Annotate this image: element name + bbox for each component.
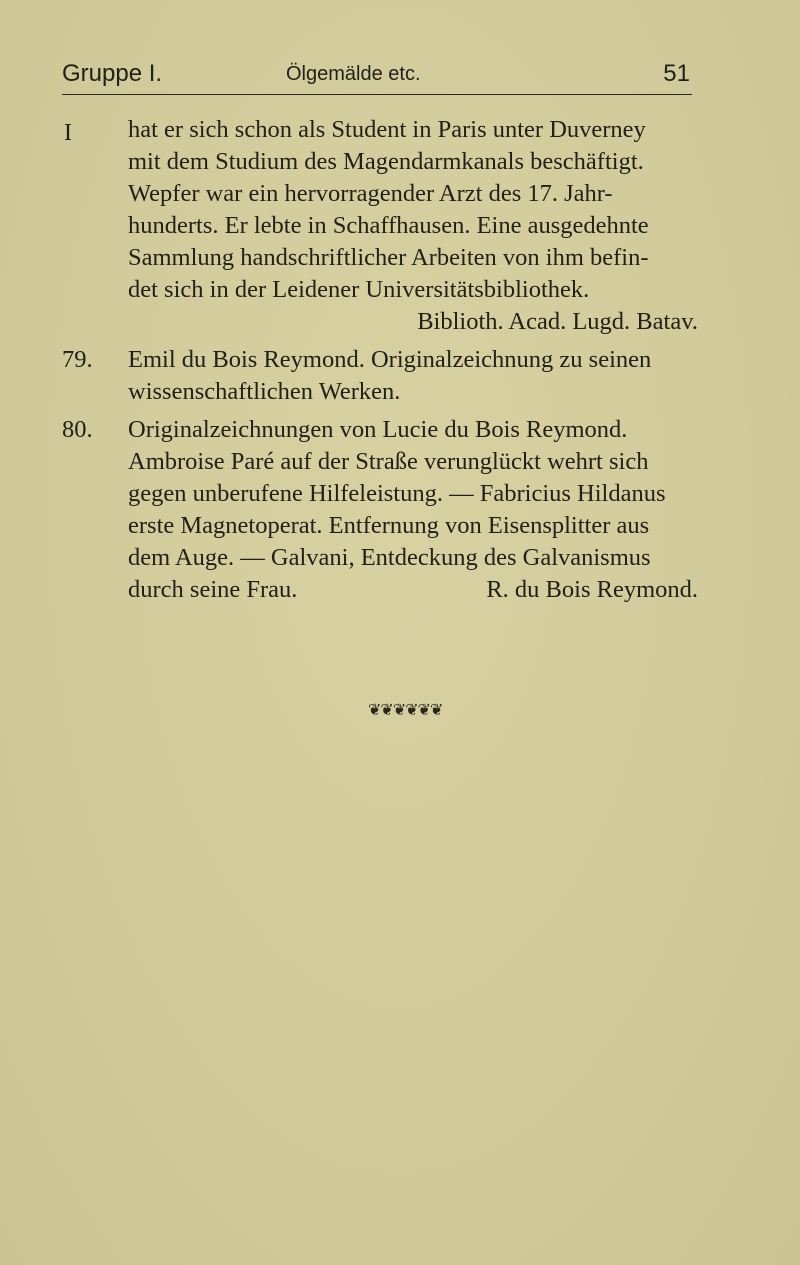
- text-line: hat er sich schon als Student in Paris unter Duverney: [128, 116, 646, 143]
- entry-number: 79.: [62, 346, 93, 373]
- header-title: Ölgemälde etc.: [286, 63, 421, 85]
- continuation-paragraph: [128, 114, 698, 338]
- body-text: [62, 114, 698, 606]
- text-line: erste Magnetoperat. Entfernung von Eisensplitter aus: [128, 512, 650, 539]
- ornament-icon: ❦❦❦❦❦❦: [368, 702, 443, 719]
- source-attribution: R. du Bois Reymond.: [486, 576, 698, 603]
- entry-number: 80.: [62, 416, 93, 443]
- text-line: wissenschaftlichen Werken.: [128, 378, 401, 405]
- text-line: dem Auge. — Galvani, Entdeckung des Galvanismus: [128, 544, 651, 571]
- text-line: Emil du Bois Reymond. Originalzeichnung zu seinen: [128, 346, 652, 373]
- text-line: Sammlung handschriftlicher Arbeiten von ihm befin-: [128, 244, 649, 271]
- text-line: mit dem Studium des Magendarmkanals beschäftigt.: [128, 148, 644, 175]
- text-line: Wepfer war ein hervorragender Arzt des 17. Jahr-: [128, 180, 613, 207]
- text-line: hunderts. Er lebte in Schaffhausen. Eine ausgedehnte: [128, 212, 649, 239]
- page-number: 51: [663, 60, 690, 87]
- entry-last-line: [128, 574, 698, 606]
- header-section: Gruppe I.: [62, 60, 163, 87]
- text-line: durch seine Frau.: [128, 576, 298, 603]
- catalog-entry-80: [62, 414, 698, 606]
- text-line: Originalzeichnungen von Lucie du Bois Reymond.: [128, 416, 628, 443]
- text-line: gegen unberufene Hilfeleistung. — Fabricius Hildanus: [128, 480, 666, 507]
- text-line: det sich in der Leidener Universitätsbibliothek.: [128, 276, 590, 303]
- source-attribution: Biblioth. Acad. Lugd. Batav.: [417, 308, 698, 335]
- running-header: [62, 60, 692, 95]
- catalog-entry-79: [62, 344, 698, 408]
- text-line: Ambroise Paré auf der Straße verunglückt wehrt sich: [128, 448, 649, 475]
- margin-mark: I: [64, 120, 72, 146]
